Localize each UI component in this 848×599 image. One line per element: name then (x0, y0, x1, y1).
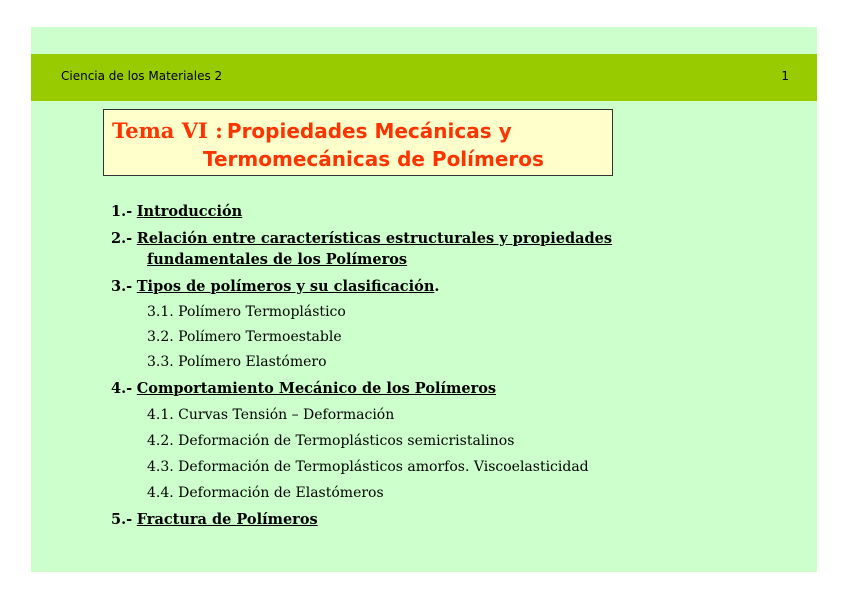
section-title-continued: fundamentales de los Polímeros (147, 251, 408, 268)
section-suffix: . (434, 278, 440, 295)
toc-subsection-3-1: 3.1. Polímero Termoplástico (147, 304, 346, 320)
title-line-2: Termomecánicas de Polímeros (203, 147, 544, 171)
toc-section-3 (111, 278, 439, 295)
table-of-contents (31, 27, 817, 572)
toc-section-2 (111, 230, 612, 247)
section-number: 4.- (111, 380, 133, 397)
toc-section-1 (111, 203, 242, 220)
toc-section-4 (111, 380, 496, 397)
toc-section-2-cont (147, 251, 407, 268)
title-prefix: Tema VI : (112, 118, 223, 143)
toc-subsection-3-2: 3.2. Polímero Termoestable (147, 329, 342, 345)
title-main: Propiedades Mecánicas y (226, 119, 512, 143)
toc-subsection-4-3: 4.3. Deformación de Termoplásticos amorfos. Viscoelasticidad (147, 459, 589, 475)
section-title: Fractura de Polímeros (136, 511, 318, 528)
section-number: 1.- (111, 203, 133, 220)
section-title: Relación entre características estructurales y propiedades (136, 230, 613, 247)
toc-subsection-4-4: 4.4. Deformación de Elastómeros (147, 485, 384, 501)
slide (31, 27, 817, 572)
toc-subsection-4-1: 4.1. Curvas Tensión – Deformación (147, 407, 395, 423)
toc-section-5 (111, 511, 318, 528)
toc-subsection-3-3: 3.3. Polímero Elastómero (147, 354, 327, 370)
toc-subsection-4-2: 4.2. Deformación de Termoplásticos semicristalinos (147, 433, 515, 449)
section-number: 5.- (111, 511, 133, 528)
page-number: 1 (781, 69, 789, 83)
section-title: Comportamiento Mecánico de los Polímeros (136, 380, 497, 397)
section-title: Tipos de polímeros y su clasificación (136, 278, 435, 295)
header-title: Ciencia de los Materiales 2 (61, 69, 223, 83)
section-number: 3.- (111, 278, 133, 295)
section-number: 2.- (111, 230, 133, 247)
section-title: Introducción (136, 203, 243, 220)
